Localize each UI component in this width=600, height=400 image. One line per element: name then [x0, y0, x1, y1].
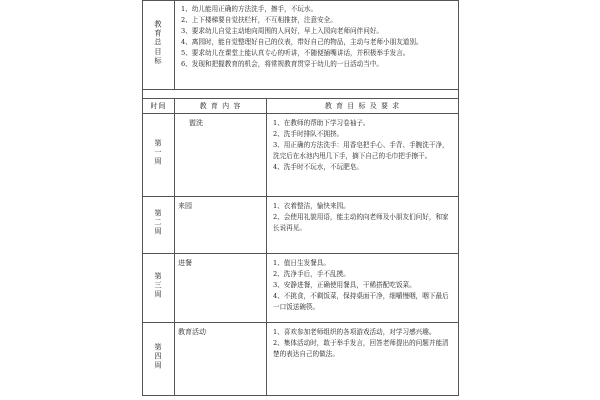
plan-table [142, 0, 459, 396]
requirement-item: 1、值日生发餐具。 [273, 259, 330, 267]
header-row [143, 99, 459, 114]
spacer-row [143, 90, 459, 99]
week-label-cell [143, 323, 175, 396]
goal-item: 6、发现和把握教育的机会，将常规教育贯穿于幼儿的一日活动当中。 [181, 60, 384, 68]
week-label: 第二周 [154, 209, 163, 237]
requirement-item: 3、安静进餐，正确使用餐具，干稀搭配吃饭菜。 [273, 281, 416, 289]
goal-item: 2、上下楼梯要自觉扶栏杆，不互相推挤，注意安全。 [181, 16, 337, 24]
week-requirements [267, 197, 459, 254]
week-row [143, 254, 459, 323]
header-time: 时间 [143, 99, 175, 114]
goal-item: 4、离园时，能自觉整理好自己的仪表，带好自己的物品，主动与老师小朋友道别。 [181, 38, 423, 46]
week-label: 第一周 [154, 139, 163, 167]
week-requirements [267, 114, 459, 197]
requirement-item: 2、集体活动时，敢于举手发言，回答老师提出的问题并能清楚的表达自己的做法。 [273, 339, 449, 358]
week-content: 盥洗 [175, 114, 267, 197]
week-row [143, 197, 459, 254]
goals-label-cell [143, 1, 175, 90]
week-label: 第四周 [154, 343, 163, 371]
goal-item: 3、要求幼儿自觉主动地向周围的人问好，早上入园向老师问伴问好。 [181, 27, 384, 35]
requirement-item: 4、洗手时不玩水，不玩肥皂。 [273, 163, 363, 171]
requirement-item: 2、洗手时排队不拥挤。 [273, 130, 344, 138]
week-content: 来园 [175, 197, 267, 254]
requirement-item: 4、不挑食，不剩饭菜，保持桌面干净，细嚼慢咽，咽下最后一口饭送碗筷。 [273, 292, 449, 311]
week-row [143, 114, 459, 197]
requirement-item: 3、用正确的方法洗手：用香皂把手心、手背、手腕洗干净，洗完后在水池内甩几下手，摘下自己的毛巾把手擦干。 [273, 141, 449, 160]
week-row [143, 323, 459, 396]
week-content: 教育活动 [175, 323, 267, 396]
goals-cell [175, 1, 459, 90]
plan-document [142, 0, 458, 400]
week-requirements [267, 323, 459, 396]
header-requirements: 教 育 目 标 及 要 求 [267, 99, 459, 114]
goal-item: 5、要求幼儿在课堂上能认真专心的听讲，不随便插嘴讲话，并积极举手发言。 [181, 49, 410, 57]
requirement-item: 1、在教师的帮助下学习卷袖子。 [273, 119, 370, 127]
goal-item: 1、幼儿能用正确的方法洗手，擦手，不玩水。 [181, 5, 318, 13]
requirement-item: 1、衣着整洁，愉快来园。 [273, 202, 350, 210]
requirement-item: 2、会使用礼貌用语，能主动的向老师及小朋友们问好，和家长说再见。 [273, 213, 449, 232]
requirement-item: 1、喜欢参加老师组织的各项游戏活动，对学习感兴趣。 [273, 328, 436, 336]
week-label-cell [143, 114, 175, 197]
goals-row [143, 1, 459, 90]
week-content: 进餐 [175, 254, 267, 323]
week-requirements [267, 254, 459, 323]
week-label-cell [143, 254, 175, 323]
week-label: 第三周 [154, 272, 163, 300]
week-label-cell [143, 197, 175, 254]
header-content: 教 育 内 容 [175, 99, 267, 114]
requirement-item: 2、洗净手后，手不乱摸。 [273, 270, 350, 278]
goals-label: 教育总目标 [154, 20, 163, 66]
